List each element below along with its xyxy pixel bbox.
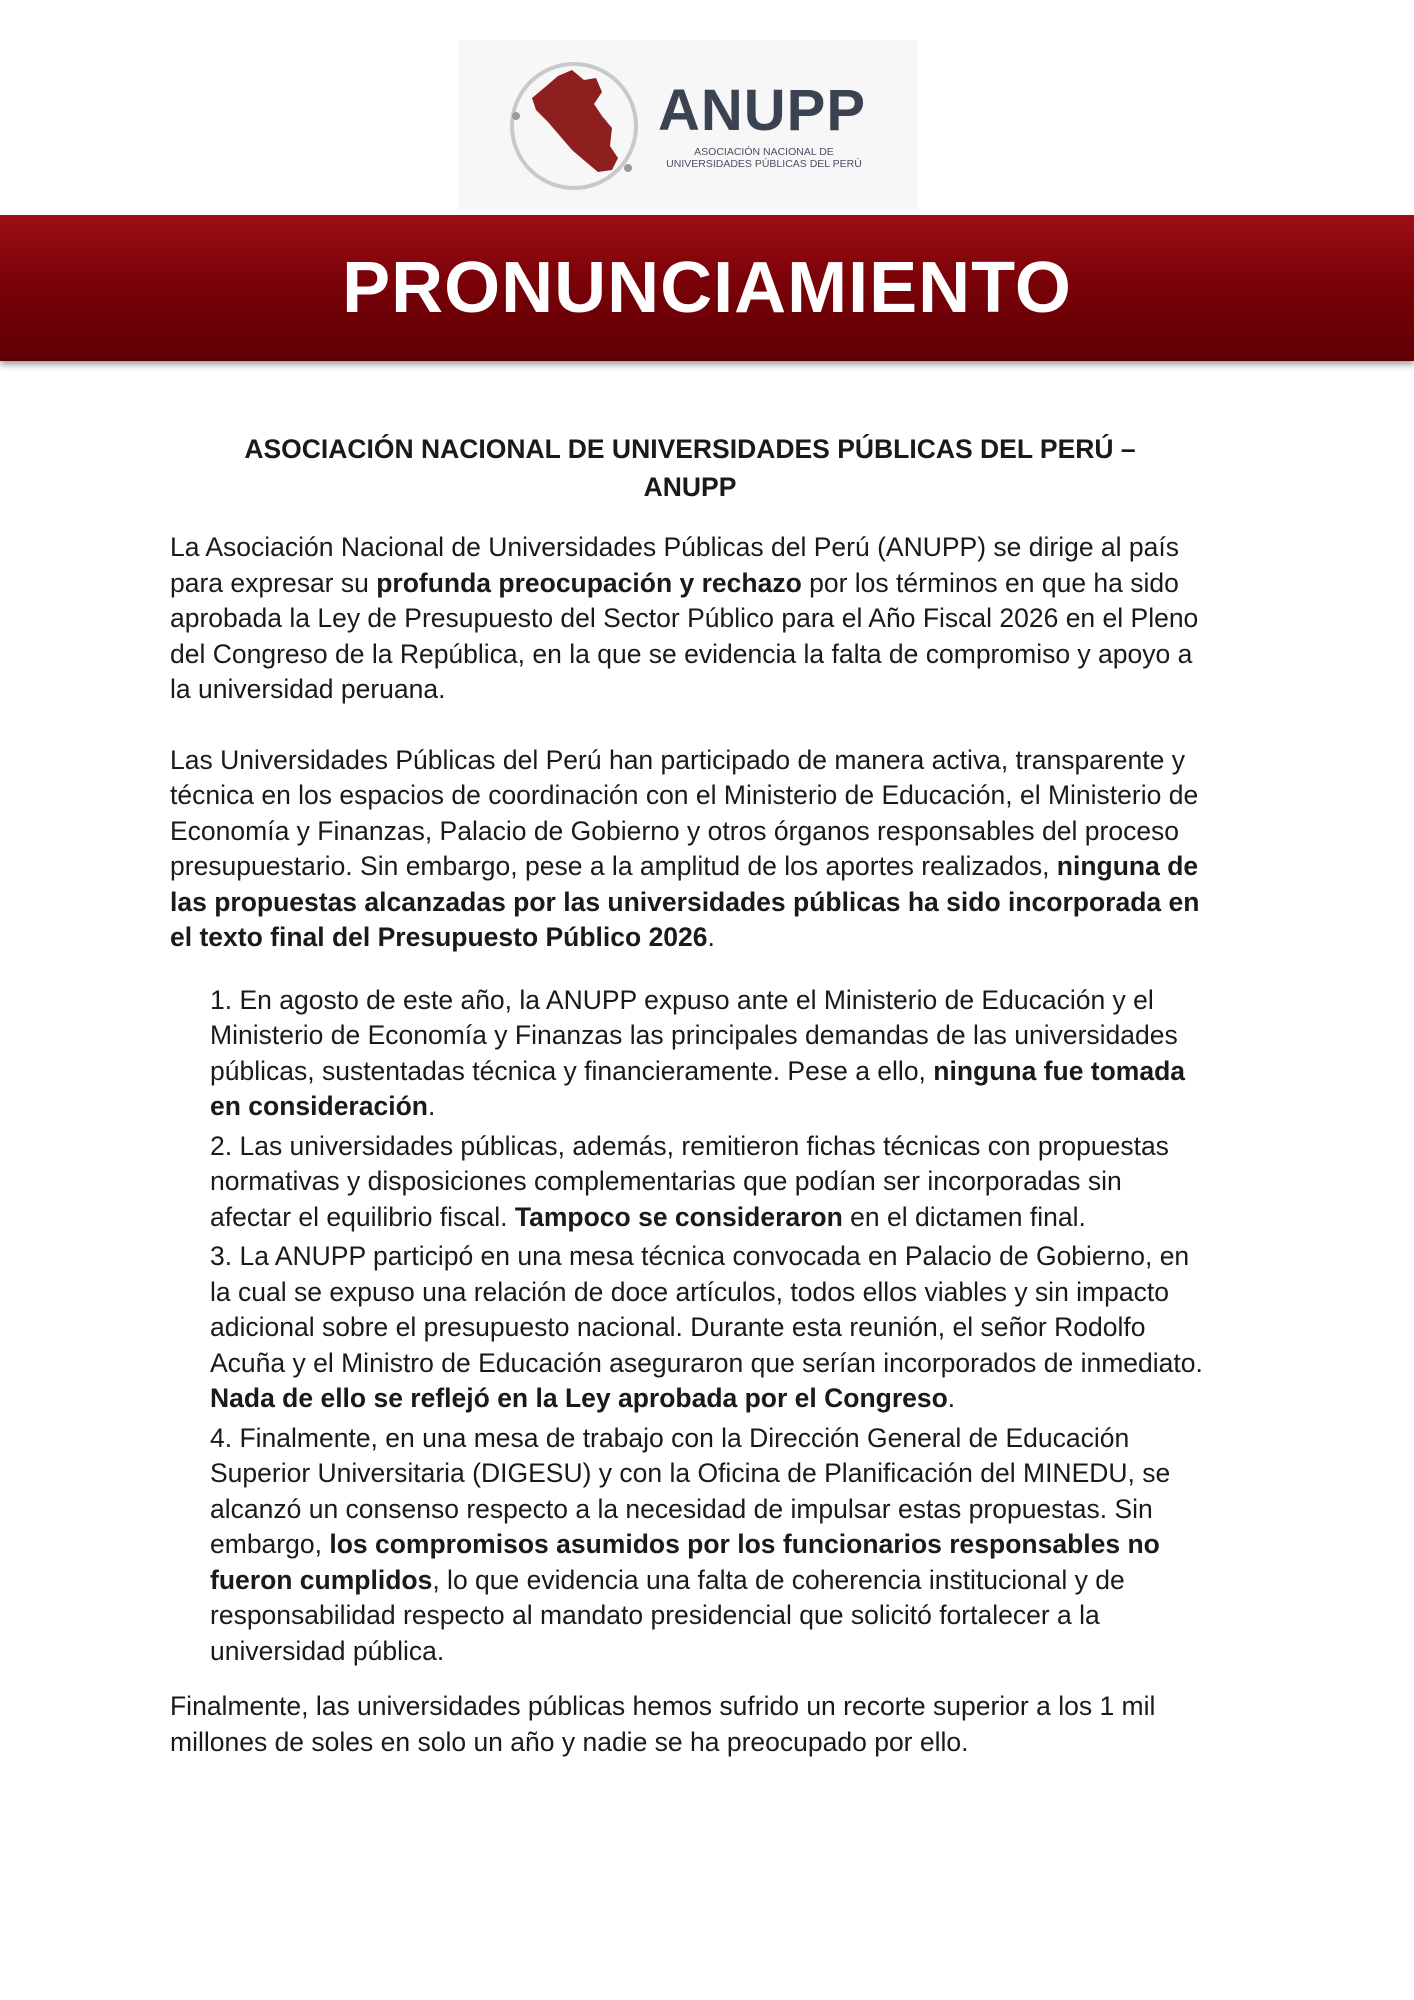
paragraph-1-emphasis: profunda preocupación y rechazo xyxy=(376,567,802,598)
list-item xyxy=(210,983,1210,1125)
logo-subtitle-line2: UNIVERSIDADES PÚBLICAS DEL PERÚ xyxy=(666,158,862,170)
closing-paragraph: Finalmente, las universidades públicas hemos sufrido un recorte superior a los 1 mil millones de soles en solo un año y nadie se ha preocupado por ello. xyxy=(170,1691,1156,1757)
paragraph-1 xyxy=(170,530,1210,708)
list-item-text-end: , lo que evidencia una falta de coherencia institucional y de responsabilidad respecto al mandato presidencial que solicitó fortalecer a la universidad pública. xyxy=(210,1564,1125,1666)
list-item-text-end: . xyxy=(947,1383,956,1413)
logo-subtitle xyxy=(658,146,870,170)
logo xyxy=(458,40,918,210)
logo-subtitle-line1: ASOCIACIÓN NACIONAL DE xyxy=(694,146,834,158)
paragraph-2-emphasis: ninguna de las propuestas alcanzadas por las universidades públicas ha sido incorporada en el texto final del Presupuesto Público 2026 xyxy=(170,851,1200,952)
list-item-emphasis: Tampoco se consideraron xyxy=(514,1201,843,1232)
title-banner xyxy=(0,215,1414,361)
paragraph-2 xyxy=(170,743,1210,956)
list-item xyxy=(210,1421,1210,1670)
list-item-emphasis: Nada de ello se reflejó en la Ley aprobada por el Congreso xyxy=(210,1383,948,1413)
paragraph-1-text: La Asociación Nacional de Universidades Públicas del Perú (ANUPP) se dirige al país para expresar su xyxy=(170,532,1179,598)
paragraph-2-text-end: . xyxy=(707,922,715,952)
list-item-text: 2. Las universidades públicas, además, remitieron fichas técnicas con propuestas normativas y disposiciones complementarias que podían ser incorporadas sin afectar el equilibrio fiscal. xyxy=(210,1130,1169,1232)
paragraph-2-text: Las Universidades Públicas del Perú han participado de manera activa, transparente y técnica en los espacios de coordinación con el Ministerio de Educación, el Ministerio de Economía y Finanzas, Palacio de Gobierno y otros órganos responsables del proceso presupuestario. Sin embargo, pese a la amplitud de los aportes realizados, xyxy=(170,744,1199,881)
list-item-text: 3. La ANUPP participó en una mesa técnica convocada en Palacio de Gobierno, en la cual se expuso una relación de doce artículos, todos ellos viables y sin impacto adicional sobre el presupuesto nacional. Durante esta reunión, el señor Rodolfo Acuña y el Ministro de Educación aseguraron que serían incorporados de inmediato. xyxy=(210,1241,1203,1378)
list-item-text-end: . xyxy=(427,1091,436,1121)
heading-line2: ANUPP xyxy=(643,472,737,502)
list-item-text: 1. En agosto de este año, la ANUPP expuso ante el Ministerio de Educación y el Ministerio de Economía y Finanzas las principales demandas de las universidades públicas, sustentadas técnica y financieramente. Pese a ello, xyxy=(210,984,1178,1086)
list-item xyxy=(210,1129,1210,1236)
list-item-text: 4. Finalmente, en una mesa de trabajo con la Dirección General de Educación Superior Universitaria (DIGESU) y con la Oficina de Planificación del MINEDU, se alcanzó un consenso respecto a la necesidad de impulsar estas propuestas. Sin embargo, xyxy=(210,1422,1171,1559)
document-body xyxy=(170,430,1210,1795)
numbered-list xyxy=(210,983,1210,1670)
page-title: PRONUNCIAMIENTO xyxy=(342,248,1072,328)
logo-acronym: ANUPP xyxy=(658,78,867,143)
list-item-emphasis: los compromisos asumidos por los funcionarios responsables no fueron cumplidos xyxy=(210,1529,1160,1595)
peru-map-emblem-icon xyxy=(506,58,642,194)
list-item-emphasis: ninguna fue tomada en consideración xyxy=(210,1055,1186,1121)
paragraph-1-text-end: por los términos en que ha sido aprobada la Ley de Presupuesto del Sector Público para el Año Fiscal 2026 en el Pleno del Congreso de la República, en la que se evidencia la falta de compromiso y apoyo a la universidad peruana. xyxy=(170,567,1199,704)
heading-line1: ASOCIACIÓN NACIONAL DE UNIVERSIDADES PÚBLICAS DEL PERÚ – xyxy=(244,434,1136,464)
list-item-text-end: en el dictamen final. xyxy=(842,1201,1086,1232)
logo-text xyxy=(658,78,870,170)
document-heading xyxy=(170,430,1210,506)
list-item xyxy=(210,1239,1210,1417)
